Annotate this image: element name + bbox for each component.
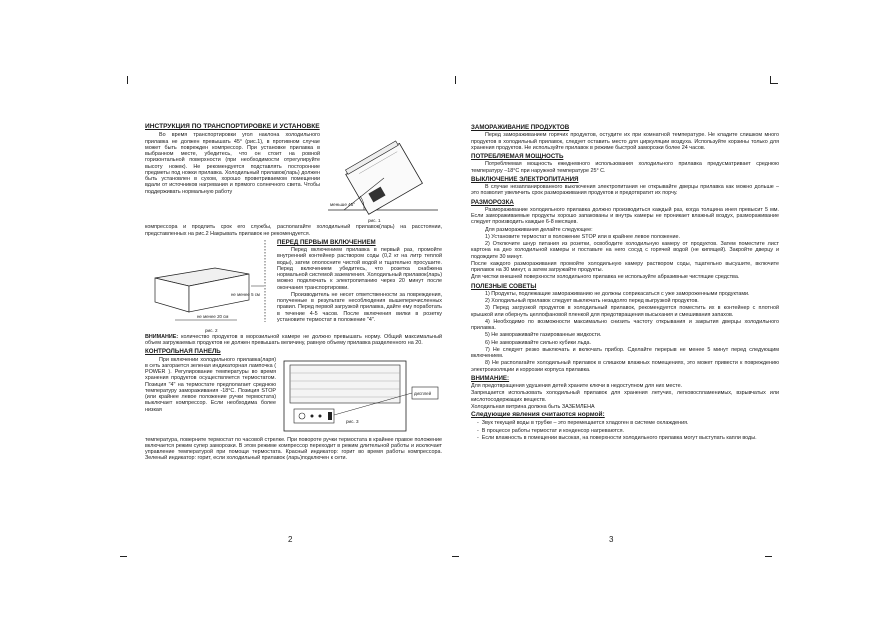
transport-paragraph: Во время транспортировки угол наклона холодильного прилавка не должен превышать 45° (рис.1), в противном случае может быть поврежден компрессор. При установке прилавка в выбранном месте, убедитесь, что он стоит на ровной горизонтальной поверхности (при необходимости отрегулируйте высоту ножек). Не рекомендуется подставлять посторонние предметы под ножки прилавка. Холодильный прилавок(ларь) должен быть установлен в сухом, хорошо проветриваемом помещении вдали от источников нагревания и прямого солнечного света. Чтобы поддерживать нормальную работу [145, 132, 320, 195]
clearance-side-label: не менее 5 см [231, 291, 260, 297]
outage-heading: ВЫКЛЮЧЕНИЕ ЭЛЕКТРОПИТАНИЯ [471, 175, 579, 183]
figure-2 [145, 238, 273, 334]
figure-3 [280, 357, 442, 437]
right-page [471, 122, 779, 442]
normal-item-text: В процессе работы термостат и конденсор нагреваются. [481, 427, 625, 434]
normal-item [471, 428, 779, 434]
clearance-rear-label: не менее 20 см [197, 313, 229, 319]
tilted-freezer-illustration [324, 132, 442, 218]
warning-line: Запрещается использовать холодильный прилавок для хранения летучих, легковоспламенимых, взрывчатых или кислотосодержащих веществ. [471, 390, 779, 403]
tips-heading: ПОЛЕЗНЫЕ СОВЕТЫ [471, 282, 537, 290]
crop-mark [127, 76, 128, 84]
panel-paragraph: При включении холодильного прилавка(ларя) в сеть загорается зеленая индикаторная лампочка ( POWER ). Регулирование температуры во время хранения продуктов осуществляется термостатом. Позиция "4" на термостате предполагает среднюю температуру замораживания -18°С. Позиция STOP (или крайнее левое положение ручки термостата) выключает компрессор. Если необходима более низкая [145, 356, 276, 413]
first-use-heading: ПЕРЕД ПЕРВЫМ ВКЛЮЧЕНИЕМ [277, 238, 376, 246]
defrost-step: 2) Отключите шнур питания из розетки, освободите холодильную камеру от продуктов. Затем поместите лист картона на дно холодильной камеры и поставьте на него сосуд с горячей водой (не кипящей). Закройте дверцу и подождите 30 минут. [471, 241, 779, 260]
figure-1-caption: рис. 1 [368, 218, 381, 224]
warning-line: Холодильная витрина должна быть ЗАЗЕМЛЕНА [471, 403, 595, 410]
freezing-paragraph: Перед замораживанием горячих продуктов, остудите их при комнатной температуре. Не кладите слишком много продуктов в холодильный прилавок, следует оставить место для циркуляции воздуха. Используйте корзины только для хранения продуктов. Не используйте прилавок в режиме быстрой заморозки более 24 часов. [471, 132, 779, 151]
defrost-paragraph-4: Для чистки внешней поверхности холодильного прилавка не используйте абразивные чистящие средства. [471, 274, 740, 281]
defrost-step: 1) Установите термостат в положение STOP или в крайнее левое положение. [485, 233, 680, 240]
page-number-left: 2 [288, 535, 293, 544]
tip-item: 4) Необходимо по возможности максимально снизить частоту открывания и закрытия дверцы холодильного прилавка. [471, 318, 779, 331]
defrost-paragraph-1: Размораживание холодильного прилавка должно производиться каждый раз, когда толщина инея превысит 5 мм. Если замораживаемые продукты хорошо запакованы и внутрь камеры не проникает влажный воздух, размораживание следует производить каждые 6-8 месяцев. [471, 206, 779, 226]
attention-label: ВНИМАНИЕ: [145, 333, 179, 340]
first-use-paragraph-2: Производитель не несет ответственности за повреждения, полученные в результате несоблюдения вышеперечисленных правил. Перед первой загрузкой прилавка, дайте ему поработать в течение 4-5 часов. После включения вилки в розетку установите термостат в положение "4". [277, 291, 442, 323]
panel-paragraph-continued: температура, поверните термостат по часовой стрелке. При повороте ручки термостата в крайнее правое положение включается режим супер заморозки. В этом режиме компрессор переходит в режим длительной работы и исключает управление температурой при помощи термостата. Красный индикатор: горит во время работы компрессора. Зеленый индикатор: горит, если холодильный прилавок (ларь)подключен к сети. [145, 436, 442, 462]
normal-item-text: Если влажность в помещении высокая, на поверхности холодильного прилавка могут выступать капли воды. [481, 434, 757, 441]
tip-item: 3) Перед загрузкой продуктов в холодильный прилавок, рекомендуется поместить их в контейнер с плотной крышкой или обернуть целлофановой пленкой для предотвращения высыхания и смешивания запахов. [471, 305, 779, 318]
warning-line: Для предотвращения удушения детей храните ключи в недоступном для них месте. [471, 383, 683, 389]
tip-item: 8) Не располагайте холодильный прилавок в слишком влажных помещениях, это может привести к повреждению электроизоляции и коррозии корпуса прилавка. [471, 360, 779, 373]
bullet: - [477, 427, 482, 434]
defrost-paragraph-2: Для размораживания делайте следующее: [485, 226, 593, 233]
angle-label: меньше 45° [330, 202, 356, 208]
panel-heading: КОНТРОЛЬНАЯ ПАНЕЛЬ [145, 348, 221, 356]
transport-paragraph-continued: компрессора и продлить срок его службы, располагайте холодильный прилавок(ларь) на расстоянии, представленных на рис.2 Накрывать прилавок не рекомендуется. [145, 224, 442, 237]
normal-heading: Следующие явления считаются нормой: [471, 411, 605, 418]
defrost-heading: РАЗМОРОЗКА [471, 198, 514, 206]
control-panel-illustration [280, 357, 442, 433]
display-label: дисплей [414, 390, 432, 396]
first-use-paragraph-1: Перед включением прилавка в первый раз, промойте внутренний контейнер раствором соды (0,2 кг на литр теплой воды), затем ополосните чистой водой и тщательно просушите. Перед включением убедитесь, что розетка снабжена нормальной системой заземления. Холодильный прилавок(ларь) можно подключать к электропитанию через 20 минут после окончания транспортировки. [277, 247, 442, 291]
tip-item: 7) Не следует резко выключать и включать прибор. Сделайте перерыв не менее 5 минут перед следующим включением. [471, 346, 779, 359]
transport-heading: ИНСТРУКЦИЯ ПО ТРАНСПОРТИРОВКЕ И УСТАНОВКЕ [145, 123, 320, 130]
attention-note [145, 334, 442, 347]
warning-heading: ВНИМАНИЕ: [471, 374, 510, 382]
defrost-paragraph-3: После каждого размораживания промойте холодильную камеру раствором соды, тщательно высушите, включите прилавок на 30 минут, а затем загружайте продукты. [471, 260, 779, 273]
attention-text: количество продуктов в морозильной камере не должно превышать норму. Общий максимальный объем загружаемых продуктов не должен превышать величину, равную объему прилавка разделенного на 20. [145, 333, 442, 346]
power-heading: ПОТРЕБЛЯЕМАЯ МОЩНОСТЬ [471, 153, 564, 160]
crop-mark [120, 556, 127, 557]
tip-item: 5) Не замораживайте газированные жидкости. [485, 332, 602, 339]
tip-item: 1) Продукты, подлежащие замораживанию не должны соприкасаться с уже замороженными продуктами. [485, 290, 750, 297]
tip-item: 6) Не замораживайте сильно кубики льда. [485, 339, 592, 346]
normal-item [471, 435, 779, 441]
figure-1 [324, 132, 442, 224]
normal-item-text: Звук текущей воды в трубке – это перемещается хладоген в системе охлаждения. [481, 420, 689, 427]
freezer-clearance-illustration [145, 238, 273, 326]
outage-paragraph: В случае незапланированного выключения электропитания не открывайте дверцы прилавка как можно дольше – это позволит увеличить срок размораживания продуктов и предотвратит их порчу. [471, 184, 779, 197]
normal-item [471, 420, 779, 426]
left-page [145, 120, 442, 463]
crop-mark [771, 83, 778, 84]
page-number-right: 3 [609, 535, 614, 544]
freezing-heading: ЗАМОРАЖИВАНИЕ ПРОДУКТОВ [471, 124, 570, 131]
power-paragraph: Потребляемая мощность ежедневного использования холодильного прилавка предусматривает среднюю температуру –18°С при наружной температуре 25° С. [471, 161, 779, 174]
crop-mark [765, 556, 772, 557]
tip-item: 2) Холодильный прилавок следует выключать незадолго перед выгрузкой продуктов. [485, 298, 699, 304]
bullet: - [477, 420, 482, 427]
crop-mark [455, 76, 456, 84]
figure-2-caption: рис. 2 [205, 327, 218, 333]
crop-mark [452, 556, 459, 557]
bullet: - [477, 434, 482, 441]
figure-3-caption: рис. 3 [346, 418, 359, 424]
